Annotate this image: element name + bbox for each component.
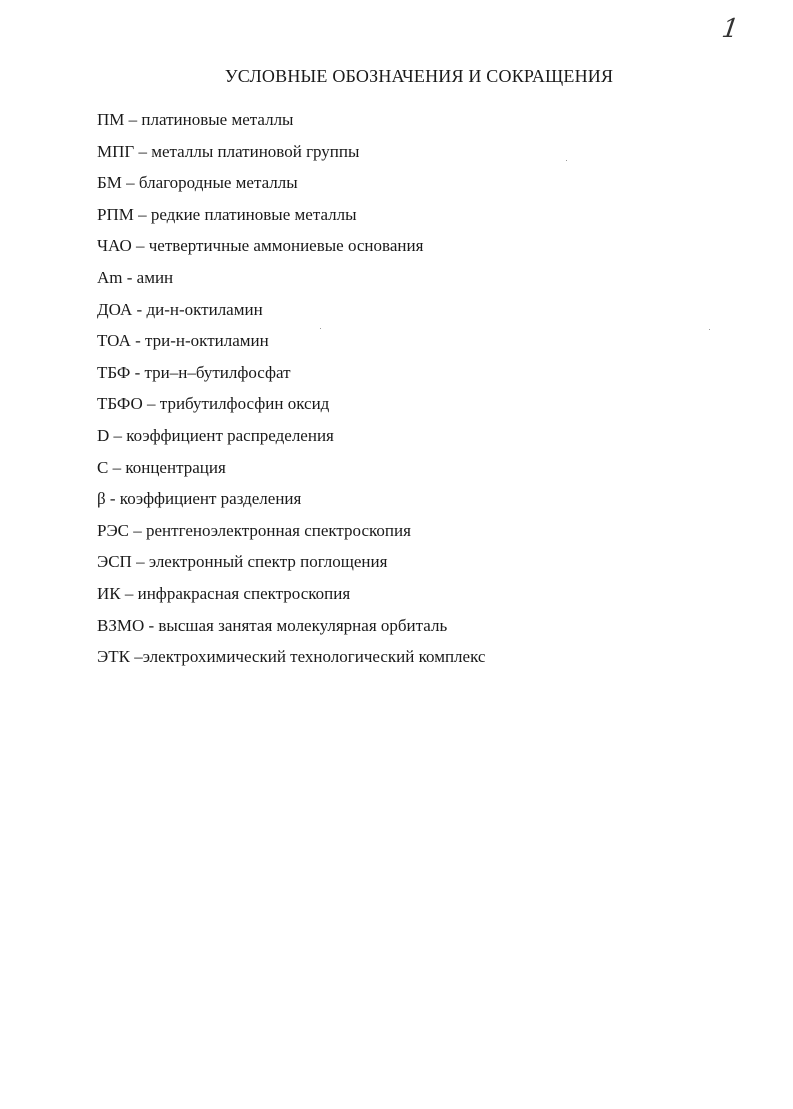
list-item: ИК – инфракрасная спектроскопия — [97, 583, 351, 603]
list-item: ЭСП – электронный спектр поглощения — [97, 552, 388, 572]
scan-speck — [566, 160, 567, 161]
list-item: ДОА - ди-н-октиламин — [97, 299, 263, 319]
abbreviations-list — [97, 108, 485, 677]
scan-speck — [320, 328, 321, 329]
list-item: ВЗМО - высшая занятая молекулярная орбиталь — [97, 615, 448, 635]
page-title: УСЛОВНЫЕ ОБОЗНАЧЕНИЯ И СОКРАЩЕНИЯ — [224, 66, 614, 86]
list-item: БМ – благородные металлы — [97, 173, 298, 193]
list-item: РПМ – редкие платиновые металлы — [97, 204, 357, 224]
list-item: ТБФО – трибутилфосфин оксид — [97, 394, 330, 414]
list-item: ЧАО – четвертичные аммониевые основания — [97, 236, 424, 256]
page-number: 1 — [719, 14, 741, 44]
scan-speck — [709, 329, 710, 330]
list-item: ПМ – платиновые металлы — [97, 110, 294, 129]
list-item: β - коэффициент разделения — [97, 489, 302, 509]
list-item: Am - амин — [97, 267, 174, 287]
list-item: РЭС – рентгеноэлектронная спектроскопия — [97, 520, 411, 540]
list-item: С – концентрация — [97, 457, 226, 477]
list-item: ЭТК –электрохимический технологический комплекс — [97, 647, 486, 667]
list-item: ТОА - три-н-октиламин — [97, 331, 269, 351]
list-item: ТБФ - три–н–бутилфосфат — [97, 362, 291, 382]
list-item: МПГ – металлы платиновой группы — [97, 141, 360, 161]
list-item: D – коэффициент распределения — [97, 425, 334, 445]
